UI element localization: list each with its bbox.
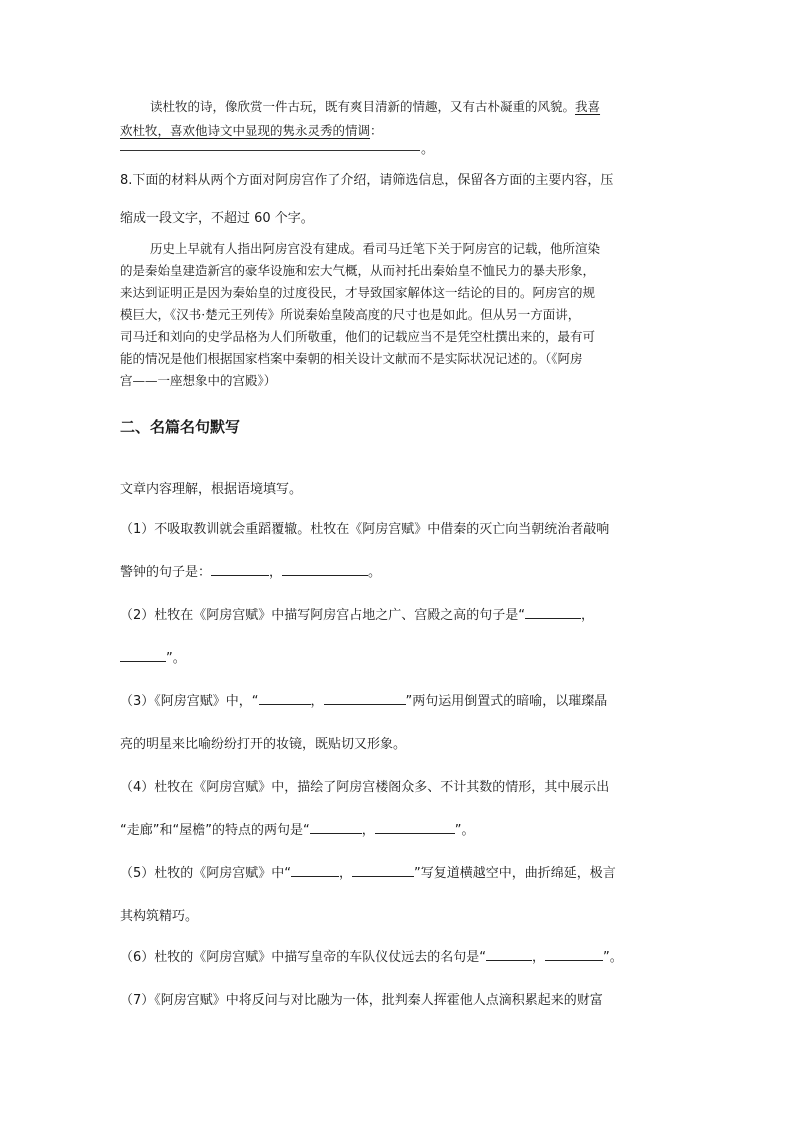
question-5-line-1: （5）杜牧的《阿房宫赋》中“ ， ”写复道横越空中，曲折绵延，极言: [120, 861, 676, 887]
q8-prompt-1: 8.下面的材料从两个方面对阿房宫作了介绍，请筛选信息，保留各方面的主要内容，压: [120, 173, 614, 188]
passage-line: 模巨大，《汉书·楚元王列传》所说秦始皇陵高度的尺寸也是如此。但从另一方面讲，: [120, 307, 581, 322]
answer-line[interactable]: [120, 150, 420, 151]
passage-line: 能的情况是他们根据国家档案中秦朝的相关设计文献而不是实际状况记述的。（《阿房: [120, 351, 583, 366]
question-4-line-2: “走廊”和“屋檐”的特点的两句是“ ， ”。: [120, 818, 676, 844]
answer-blank[interactable]: [545, 946, 603, 961]
underlined-answer-2: 欢杜牧，喜欢他诗文中显现的隽永灵秀的情调: [120, 123, 371, 138]
answer-blank[interactable]: [486, 946, 532, 961]
poem-comment-line-2: 欢杜牧，喜欢他诗文中显现的隽永灵秀的情调：: [120, 123, 383, 138]
question-7-line-1: （7）《阿房宫赋》中将反问与对比融为一体，批判秦人挥霍他人点滴积累起来的财富: [120, 993, 603, 1008]
answer-blank[interactable]: [211, 561, 269, 576]
passage-line: 司马迁和刘向的史学品格为人们所敬重，他们的记载应当不是凭空杜撰出来的，最有可: [120, 329, 596, 344]
question-2-line-1: （2）杜牧在《阿房宫赋》中描写阿房宫占地之广、宫殿之高的句子是“ ，: [120, 603, 676, 629]
underlined-answer: 我喜: [575, 99, 601, 114]
answer-blank[interactable]: [291, 862, 339, 877]
answer-blank[interactable]: [310, 819, 362, 834]
answer-blank[interactable]: [375, 819, 455, 834]
answer-blank[interactable]: [120, 647, 166, 662]
question-6-line: （6）杜牧的《阿房宫赋》中描写皇帝的车队仪仗远去的名句是“ ， ”。: [120, 945, 700, 971]
end-mark: 。: [421, 142, 435, 157]
poem-comment-line: 读杜牧的诗，像欣赏一件古玩，既有爽目清新的情趣，又有古朴凝重的风貌。我喜: [150, 99, 601, 114]
question-4-line-1: （4）杜牧在《阿房宫赋》中，描绘了阿房宫楼阁众多、不计其数的情形，其中展示出: [120, 780, 610, 795]
question-1-line-2: 警钟的句子是： ， 。: [120, 560, 676, 586]
section-intro: 文章内容理解，根据语境填写。: [120, 482, 303, 497]
passage-line: 宫——一座想象中的宫殿》）: [120, 373, 277, 388]
passage-line: 的是秦始皇建造新宫的豪华设施和宏大气概，从而衬托出秦始皇不恤民力的暴夫形象，: [120, 263, 596, 278]
answer-blank[interactable]: [282, 561, 368, 576]
answer-blank[interactable]: [324, 690, 406, 705]
answer-blank[interactable]: [352, 862, 414, 877]
answer-blank[interactable]: [525, 604, 581, 619]
question-3-line-2: 亮的明星来比喻纷纷打开的妆镜，既贴切又形象。: [120, 737, 407, 752]
section-title: 二、名篇名句默写: [120, 418, 241, 436]
question-3-line-1: （3）《阿房宫赋》中，“ ， ”两句运用倒置式的暗喻，以璀璨晶: [120, 689, 676, 715]
passage-line: 历史上早就有人指出阿房宫没有建成。看司马迁笔下关于阿房宫的记载，他所渲染: [150, 241, 601, 256]
question-1-line-1: （1）不吸取教训就会重蹈覆辙。杜牧在《阿房宫赋》中借秦的灭亡向当朝统治者敲响: [120, 522, 610, 537]
q8-prompt-2: 缩成一段文字，不超过 60 个字。: [120, 211, 314, 226]
question-5-line-2: 其构筑精巧。: [120, 909, 199, 924]
question-2-line-2: ”。: [120, 646, 676, 672]
passage-line: 来达到证明正是因为秦始皇的过度役民，才导致国家解体这一结论的目的。阿房宫的规: [120, 285, 596, 300]
answer-blank[interactable]: [259, 690, 311, 705]
